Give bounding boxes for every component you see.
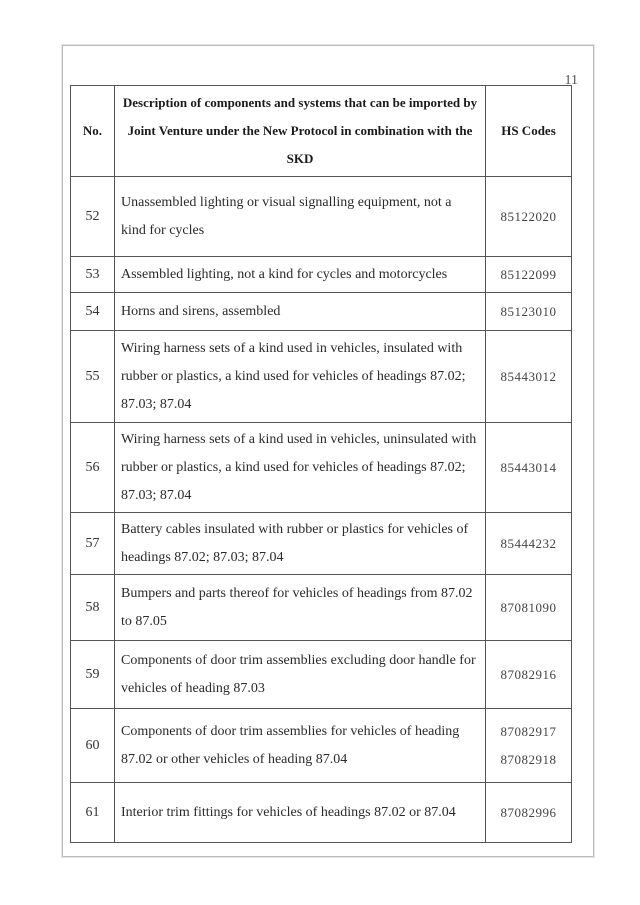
hs-code: 85443012: [500, 368, 557, 384]
hs-code: 87082916: [500, 666, 557, 682]
table-row: [71, 513, 572, 575]
hs-code: 85444232: [500, 535, 557, 551]
header-description: Description of components and systems that can be imported by Joint Venture under the New Protocol in combination with the SKD: [115, 86, 486, 177]
hs-code: 87082918: [500, 751, 557, 767]
hs-code: 87082996: [500, 804, 557, 820]
row-number: 55: [71, 331, 115, 423]
row-number: 53: [71, 257, 115, 293]
table-row: [71, 331, 572, 423]
row-description: Wiring harness sets of a kind used in vehicles, uninsulated with rubber or plastics, a kind used for vehicles of headings 87.02; 87.03; 87.04: [115, 423, 486, 513]
row-hs-code: [486, 575, 572, 641]
row-hs-code: [486, 709, 572, 783]
row-description: Bumpers and parts thereof for vehicles of headings from 87.02 to 87.05: [115, 575, 486, 641]
row-number: 59: [71, 641, 115, 709]
hs-code: 85443014: [500, 459, 557, 475]
row-number: 56: [71, 423, 115, 513]
row-number: 58: [71, 575, 115, 641]
row-description: Components of door trim assemblies for vehicles of heading 87.02 or other vehicles of heading 87.04: [115, 709, 486, 783]
table-row: [71, 423, 572, 513]
row-hs-code: [486, 293, 572, 331]
table-header-row: [71, 86, 572, 177]
table-row: [71, 293, 572, 331]
row-description: Components of door trim assemblies excluding door handle for vehicles of heading 87.03: [115, 641, 486, 709]
page-number: 11: [564, 73, 578, 88]
row-hs-code: [486, 641, 572, 709]
hs-code: 85122099: [500, 266, 557, 282]
row-hs-code: [486, 177, 572, 257]
row-number: 61: [71, 783, 115, 843]
hs-code: 85123010: [500, 303, 557, 319]
table-row: [71, 783, 572, 843]
table-row: [71, 709, 572, 783]
row-description: Assembled lighting, not a kind for cycles and motorcycles: [115, 257, 486, 293]
row-description: Battery cables insulated with rubber or plastics for vehicles of headings 87.02; 87.03; 87.04: [115, 513, 486, 575]
row-hs-code: [486, 331, 572, 423]
row-number: 54: [71, 293, 115, 331]
row-number: 60: [71, 709, 115, 783]
row-description: Unassembled lighting or visual signalling equipment, not a kind for cycles: [115, 177, 486, 257]
row-description: Horns and sirens, assembled: [115, 293, 486, 331]
row-hs-code: [486, 423, 572, 513]
row-description: Wiring harness sets of a kind used in vehicles, insulated with rubber or plastics, a kind used for vehicles of headings 87.02; 87.03; 87.04: [115, 331, 486, 423]
row-hs-code: [486, 783, 572, 843]
row-description: Interior trim fittings for vehicles of headings 87.02 or 87.04: [115, 783, 486, 843]
row-hs-code: [486, 513, 572, 575]
row-hs-code: [486, 257, 572, 293]
hs-code: 85122020: [500, 208, 557, 224]
table-row: [71, 257, 572, 293]
row-number: 57: [71, 513, 115, 575]
components-table: [70, 85, 572, 843]
row-number: 52: [71, 177, 115, 257]
header-hs-codes: HS Codes: [486, 86, 572, 177]
hs-code: 87081090: [500, 599, 557, 615]
header-no: No.: [71, 86, 115, 177]
hs-code: 87082917: [500, 723, 557, 739]
table-row: [71, 177, 572, 257]
table-row: [71, 575, 572, 641]
table-row: [71, 641, 572, 709]
